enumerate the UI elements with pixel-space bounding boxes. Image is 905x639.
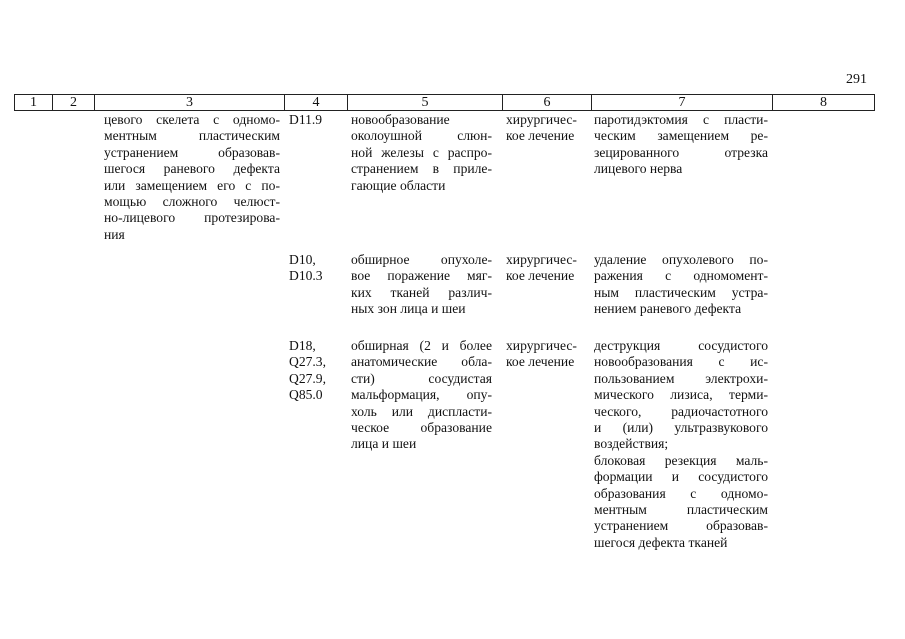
row2-codes [289,252,347,285]
icd-code: D11.9 [289,112,323,127]
treatment-line: хирургичес- [506,338,577,353]
col3-line: устранением образовав- [104,144,280,160]
model-line: ной железы с распро- [351,144,492,160]
method-line: ражения с одномомент- [594,268,768,284]
row3-treatment [506,338,588,371]
method-line: паротидэктомия с пласти- [594,112,768,127]
method-line: ным пластическим устра- [594,284,768,300]
treatment-line: кое лечение [506,268,575,284]
model-line: анатомические обла- [351,354,492,370]
column-header-table [14,94,875,111]
header-col-4: 4 [285,95,348,111]
col3-line: шегося раневого дефекта [104,161,280,177]
col3-method-name [104,112,280,243]
model-line: ких тканей различ- [351,284,492,300]
method-line: ческого, радиочастотного [594,403,768,419]
row2-method [594,252,768,318]
row3-method [594,338,768,551]
icd-code: Q85.0 [289,387,323,403]
treatment-line: кое лечение [506,128,575,144]
method-line: образования с одномо- [594,485,768,501]
header-col-6: 6 [503,95,592,111]
row2-treatment [506,252,588,285]
model-line: лица и шеи [351,436,417,452]
model-line: обширное опухоле- [351,252,492,267]
method-line: зецированного отрезка [594,144,768,160]
method-line: лицевого нерва [594,161,683,177]
model-line: ческое образование [351,420,492,436]
method-line: воздействия; [594,436,669,452]
icd-code: D10.3 [289,268,323,284]
icd-code: Q27.9, [289,370,327,386]
col3-line: ментным пластическим [104,128,280,144]
icd-code: Q27.3, [289,354,327,370]
col3-line: но-лицевого протезирова- [104,210,280,226]
model-line: ных зон лица и шеи [351,301,466,317]
model-line: вое поражение мяг- [351,268,492,284]
model-line: сти) сосудистая [351,370,492,386]
method-line: мического лизиса, терми- [594,387,768,403]
method-line: формации и сосудистого [594,469,768,485]
method-line: деструкция сосудистого [594,338,768,353]
model-line: гающие области [351,177,446,193]
method-line: блоковая резекция маль- [594,452,768,468]
method-line: удаление опухолевого по- [594,252,768,267]
method-line: новообразования с ис- [594,354,768,370]
model-line: новообразование [351,112,450,127]
row1-method [594,112,768,178]
model-line: странением в приле- [351,161,492,177]
icd-code: D10, [289,252,316,267]
model-line: околоушной слюн- [351,128,492,144]
col3-line: мощью сложного челюст- [104,194,280,210]
method-line: и (или) ультразвукового [594,420,768,436]
model-line: мальформация, опу- [351,387,492,403]
header-col-7: 7 [592,95,773,111]
col3-line: или замещением его с по- [104,177,280,193]
method-line: шегося дефекта тканей [594,534,728,550]
row1-codes [289,112,347,128]
header-col-5: 5 [348,95,503,111]
method-line: пользованием электрохи- [594,370,768,386]
header-col-8: 8 [773,95,875,111]
method-line: устранением образовав- [594,518,768,534]
page-number: 291 [846,72,867,87]
method-line: нением раневого дефекта [594,301,742,317]
treatment-line: хирургичес- [506,252,577,267]
header-col-3: 3 [95,95,285,111]
header-row [15,95,875,111]
method-line: ческим замещением ре- [594,128,768,144]
header-col-1: 1 [15,95,53,111]
row3-codes [289,338,347,404]
col3-line: ния [104,226,125,242]
row3-model [351,338,492,453]
row2-model [351,252,492,318]
method-line: ментным пластическим [594,502,768,518]
treatment-line: кое лечение [506,354,575,370]
model-line: обширная (2 и более [351,338,492,353]
col3-line: цевого скелета с одномо- [104,112,280,127]
row1-treatment [506,112,588,145]
treatment-line: хирургичес- [506,112,577,127]
icd-code: D18, [289,338,316,353]
model-line: холь или диспласти- [351,403,492,419]
row1-model [351,112,492,194]
header-col-2: 2 [53,95,95,111]
